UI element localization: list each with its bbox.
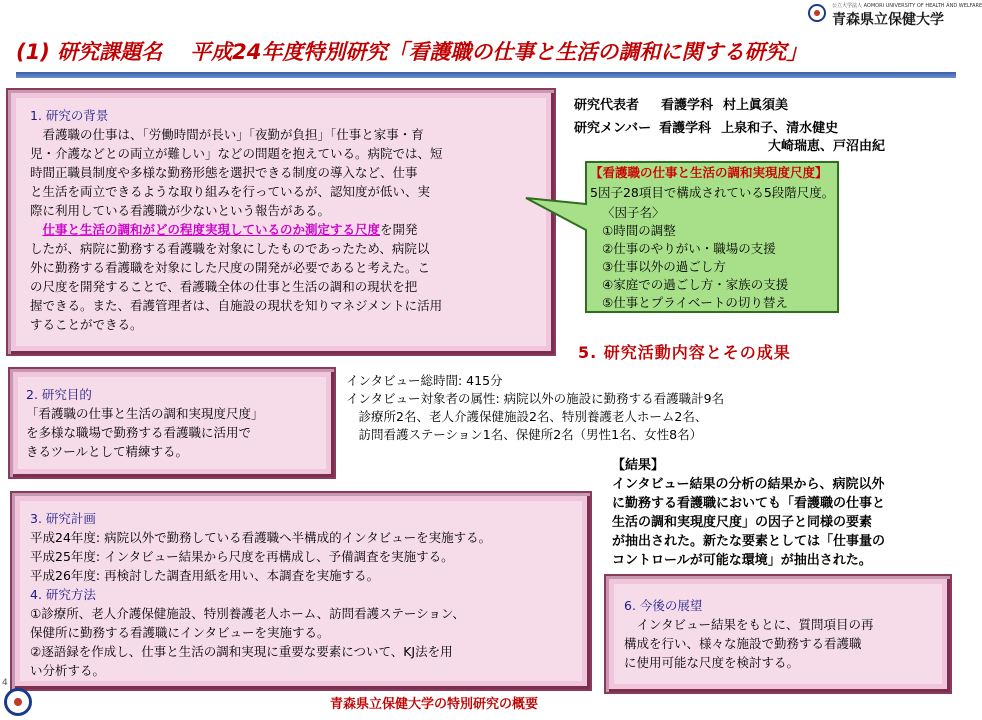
plan-line: 平成25年度: インタビュー結果から尺度を再構成し、予備調査を実施する。 — [30, 549, 454, 564]
logo-name: 青森県立保健大学 — [832, 12, 944, 28]
plan-line: 平成26年度: 再検討した調査用紙を用い、本調査を実施する。 — [30, 568, 380, 583]
future-box — [604, 574, 952, 694]
background-line: 際に利用している看護職が少ないという報告がある。 — [30, 203, 331, 218]
research-representative: 研究代表者 看護学科 村上眞須美 — [574, 98, 789, 113]
scale-title: 【看護職の仕事と生活の調和実現度尺度】 — [590, 165, 828, 180]
method-line: ②逐語録を作成し、仕事と生活の調和実現に重要な要素について、KJ法を用 — [30, 644, 453, 659]
research-members: 研究メンバー 看護学科 上泉和子、清水健史 — [574, 121, 839, 136]
title-text: 平成24年度特別研究「看護職の仕事と生活の調和に関する研究」 — [190, 40, 808, 64]
future-line: 構成を行い、様々な施設で勤務する看護職 — [624, 636, 862, 651]
scale-description: 5因子28項目で構成されている5段階尺度。 — [590, 185, 835, 200]
background-highlight: 仕事と生活の調和がどの程度実現しているのか測定する尺度 — [42, 222, 381, 237]
purpose-line: きるツールとして精練する。 — [26, 444, 189, 459]
interview-line: 診療所2名、老人介護保健施設2名、特別養護老人ホーム2名、 — [346, 409, 708, 424]
factor-item: ④家庭での過ごし方・家族の支援 — [602, 277, 789, 292]
university-emblem-icon — [808, 4, 826, 22]
background-line: の尺度を開発することで、看護職全体の仕事と生活の調和の現状を把 — [30, 279, 418, 294]
purpose-box — [8, 367, 336, 479]
page-title — [16, 36, 956, 70]
background-heading: 1. 研究の背景 — [30, 108, 109, 123]
future-line: インタビュー結果をもとに、質問項目の再 — [624, 617, 874, 632]
results-line: インタビュー結果の分析の結果から、病院以外 — [612, 477, 885, 492]
background-line: と生活を両立できるような取り組みを行っているが、認知度が低い、実 — [30, 184, 431, 199]
research-members-2: 大崎瑞恵、戸沼由紀 — [768, 139, 886, 154]
section5-heading: 5. 研究活動内容とその成果 — [578, 343, 791, 362]
page-number: 4 — [2, 678, 8, 688]
footer-emblem-icon — [4, 688, 32, 716]
logo-subtitle: 公立大学法人 AOMORI UNIVERSITY OF HEALTH AND WELFARE — [832, 3, 982, 9]
results-line: 生活の調和実現度尺度」の因子と同様の要素 — [612, 515, 873, 530]
future-line: に使用可能な尺度を検討する。 — [624, 655, 800, 670]
interview-line: 訪問看護ステーション1名、保健所2名（男性1名、女性8名） — [346, 427, 703, 442]
title-underline — [16, 72, 956, 78]
background-line: 外に勤務する看護職を対象にした尺度の開発が必要であると考えた。こ — [30, 260, 431, 275]
method-line: い分析する。 — [30, 663, 106, 678]
results-line: が抽出された。新たな要素としては「仕事量の — [612, 534, 886, 549]
background-line: したが、病院に勤務する看護職を対象にしたものであったため、病院以 — [30, 241, 430, 256]
background-line: 看護職の仕事は、「労働時間が長い」「夜勤が負担」「仕事と家事・育 — [30, 127, 424, 142]
results — [612, 456, 885, 570]
method-line: ①診療所、老人介護保健施設、特別養護老人ホーム、訪問看護ステーション、 — [30, 606, 465, 621]
footer-text: 青森県立保健大学の特別研究の概要 — [330, 697, 539, 712]
purpose-heading: 2. 研究目的 — [26, 387, 92, 402]
results-line: に勤務する看護職においても「看護職の仕事と — [612, 496, 886, 511]
interview-info — [346, 372, 724, 444]
scale-callout — [584, 160, 840, 316]
purpose-line: 「看護職の仕事と生活の調和実現度尺度」 — [26, 406, 264, 421]
method-line: 保健所に勤務する看護職にインタビューを実施する。 — [30, 625, 330, 640]
factor-label: 〈因子名〉 — [602, 205, 665, 220]
purpose-line: を多様な職場で勤務する看護職に活用で — [26, 425, 252, 440]
factor-item: ⑤仕事とプライベートの切り替え — [602, 295, 788, 310]
background-line: 時間正職員制度や多様な勤務形態を選択できる制度の導入など、仕事 — [30, 165, 418, 180]
plan-method-box — [10, 491, 592, 691]
background-box — [6, 88, 556, 356]
title-label: (1) 研究課題名 — [16, 40, 163, 64]
factor-item: ②仕事のやりがい・職場の支援 — [602, 241, 776, 256]
plan-line: 平成24年度: 病院以外で勤務している看護職へ半構成的インタビューを実施する。 — [30, 530, 492, 545]
method-heading: 4. 研究方法 — [30, 587, 96, 602]
background-line: 握できる。また、看護管理者は、自施設の現状を知りマネジメントに活用 — [30, 298, 443, 313]
background-line: することができる。 — [30, 317, 143, 332]
results-line: コントロールが可能な環境」が抽出された。 — [612, 553, 872, 568]
factor-item: ③仕事以外の過ごし方 — [602, 259, 726, 274]
interview-line: インタビュー対象者の属性: 病院以外の施設に勤務する看護職計9名 — [346, 391, 725, 406]
background-line: 児・介護などとの両立が難しい」などの問題を抱えている。病院では、短 — [30, 146, 443, 161]
background-line: 仕事と生活の調和がどの程度実現しているのか測定する尺度を開発 — [42, 222, 418, 237]
results-heading: 【結果】 — [612, 458, 665, 473]
plan-heading: 3. 研究計画 — [30, 511, 96, 526]
interview-line: インタビュー総時間: 415分 — [346, 373, 503, 388]
university-logo — [808, 0, 982, 30]
future-heading: 6. 今後の展望 — [624, 598, 703, 613]
factor-item: ①時間の調整 — [602, 223, 676, 238]
